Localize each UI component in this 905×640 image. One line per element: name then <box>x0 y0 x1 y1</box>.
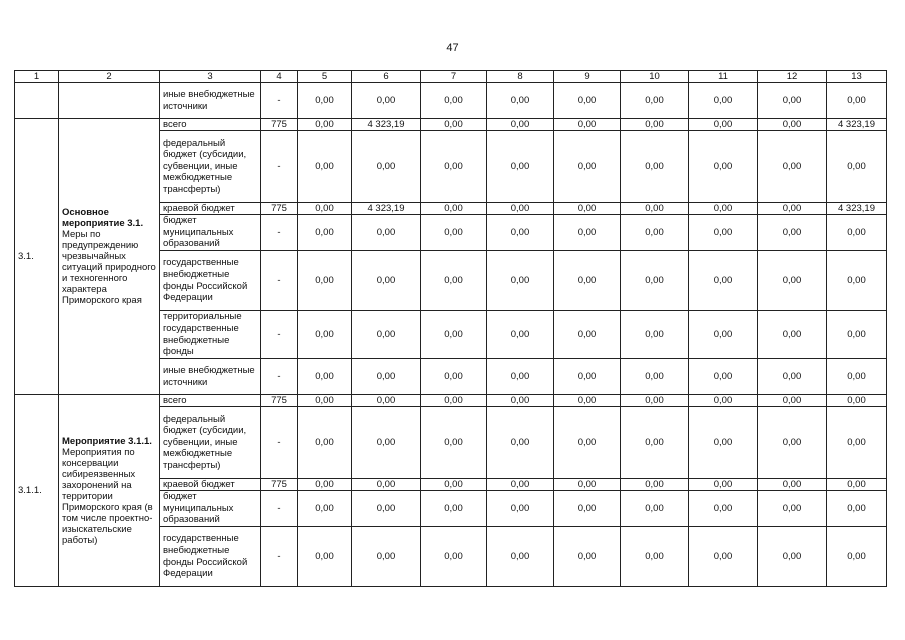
value-cell: 0,00 <box>621 359 689 395</box>
header-cell: 3 <box>160 71 261 83</box>
value-cell: 0,00 <box>689 119 758 131</box>
value-cell: 0,00 <box>621 119 689 131</box>
value-cell: 0,00 <box>621 203 689 215</box>
value-cell: 0,00 <box>827 215 887 251</box>
value-cell: 4 323,19 <box>352 119 421 131</box>
value-cell: 0,00 <box>421 119 487 131</box>
value-cell: 0,00 <box>758 83 827 119</box>
value-cell: 0,00 <box>298 491 352 527</box>
value-cell: 0,00 <box>689 83 758 119</box>
value-cell: 0,00 <box>758 527 827 587</box>
value-cell: 0,00 <box>487 395 554 407</box>
value-cell: 0,00 <box>758 203 827 215</box>
table-row <box>15 83 887 119</box>
value-cell: 0,00 <box>298 83 352 119</box>
value-cell: 0,00 <box>487 131 554 203</box>
value-cell: 0,00 <box>421 491 487 527</box>
value-cell: 0,00 <box>689 479 758 491</box>
item-title-bold: Мероприятие 3.1.1. <box>62 435 152 447</box>
item-number: 3.1.1. <box>15 395 59 587</box>
value-cell: 0,00 <box>827 479 887 491</box>
code-cell: - <box>261 131 298 203</box>
value-cell: 0,00 <box>827 395 887 407</box>
header-cell: 4 <box>261 71 298 83</box>
value-cell: 0,00 <box>298 527 352 587</box>
value-cell: 0,00 <box>554 527 621 587</box>
value-cell: 0,00 <box>827 359 887 395</box>
value-cell: 0,00 <box>621 527 689 587</box>
value-cell: 0,00 <box>554 83 621 119</box>
value-cell: 0,00 <box>421 407 487 479</box>
item-title <box>59 395 160 587</box>
source-cell: государственные внебюджетные фонды Российской Федерации <box>160 527 261 587</box>
value-cell: 0,00 <box>621 395 689 407</box>
value-cell: 0,00 <box>621 131 689 203</box>
table-row <box>15 119 887 131</box>
value-cell: 0,00 <box>689 491 758 527</box>
value-cell: 0,00 <box>487 215 554 251</box>
value-cell: 0,00 <box>487 311 554 359</box>
source-cell: всего <box>160 395 261 407</box>
value-cell: 0,00 <box>298 119 352 131</box>
value-cell: 0,00 <box>689 215 758 251</box>
code-cell: 775 <box>261 479 298 491</box>
value-cell: 0,00 <box>827 491 887 527</box>
value-cell: 0,00 <box>621 251 689 311</box>
value-cell: 0,00 <box>554 251 621 311</box>
code-cell: - <box>261 359 298 395</box>
value-cell: 0,00 <box>487 203 554 215</box>
value-cell: 0,00 <box>421 131 487 203</box>
value-cell: 0,00 <box>421 527 487 587</box>
source-cell: бюджет муниципальных образований <box>160 215 261 251</box>
header-cell: 8 <box>487 71 554 83</box>
empty-cell <box>15 83 59 119</box>
value-cell: 0,00 <box>298 359 352 395</box>
source-cell: бюджет муниципальных образований <box>160 491 261 527</box>
source-cell: краевой бюджет <box>160 479 261 491</box>
value-cell: 0,00 <box>758 407 827 479</box>
source-cell: иные внебюджетные источники <box>160 83 261 119</box>
value-cell: 0,00 <box>352 251 421 311</box>
value-cell: 0,00 <box>487 251 554 311</box>
value-cell: 0,00 <box>827 407 887 479</box>
value-cell: 0,00 <box>621 491 689 527</box>
value-cell: 0,00 <box>421 83 487 119</box>
value-cell: 0,00 <box>758 395 827 407</box>
value-cell: 0,00 <box>487 479 554 491</box>
code-cell: - <box>261 251 298 311</box>
value-cell: 0,00 <box>298 215 352 251</box>
value-cell: 0,00 <box>487 491 554 527</box>
header-cell: 5 <box>298 71 352 83</box>
code-cell: - <box>261 215 298 251</box>
empty-cell <box>59 83 160 119</box>
value-cell: 0,00 <box>758 479 827 491</box>
value-cell: 0,00 <box>758 131 827 203</box>
value-cell: 0,00 <box>689 251 758 311</box>
code-cell: 775 <box>261 119 298 131</box>
value-cell: 0,00 <box>689 407 758 479</box>
header-cell: 7 <box>421 71 487 83</box>
value-cell: 0,00 <box>758 215 827 251</box>
source-cell: краевой бюджет <box>160 203 261 215</box>
value-cell: 0,00 <box>827 251 887 311</box>
value-cell: 0,00 <box>421 311 487 359</box>
source-cell: федеральный бюджет (субсидии, субвенции, иные межбюджетные трансферты) <box>160 407 261 479</box>
code-cell: - <box>261 407 298 479</box>
value-cell: 0,00 <box>621 83 689 119</box>
code-cell: - <box>261 527 298 587</box>
value-cell: 0,00 <box>554 479 621 491</box>
value-cell: 0,00 <box>298 203 352 215</box>
value-cell: 4 323,19 <box>827 119 887 131</box>
value-cell: 0,00 <box>298 395 352 407</box>
value-cell: 0,00 <box>487 119 554 131</box>
header-cell: 1 <box>15 71 59 83</box>
value-cell: 0,00 <box>554 311 621 359</box>
header-row <box>15 71 887 83</box>
code-cell: - <box>261 491 298 527</box>
value-cell: 0,00 <box>421 203 487 215</box>
value-cell: 0,00 <box>554 407 621 479</box>
value-cell: 0,00 <box>554 215 621 251</box>
value-cell: 0,00 <box>352 395 421 407</box>
source-cell: территориальные государственные внебюджетные фонды <box>160 311 261 359</box>
value-cell: 0,00 <box>352 131 421 203</box>
value-cell: 0,00 <box>689 311 758 359</box>
value-cell: 0,00 <box>352 83 421 119</box>
value-cell: 0,00 <box>421 395 487 407</box>
value-cell: 0,00 <box>758 491 827 527</box>
code-cell: - <box>261 83 298 119</box>
header-cell: 10 <box>621 71 689 83</box>
source-cell: государственные внебюджетные фонды Российской Федерации <box>160 251 261 311</box>
header-cell: 6 <box>352 71 421 83</box>
value-cell: 0,00 <box>352 527 421 587</box>
value-cell: 0,00 <box>827 311 887 359</box>
code-cell: 775 <box>261 203 298 215</box>
item-title-text: Мероприятия по консервации сибиреязвенных захоронений на территории Приморского края (в том числе проектно-изыскательские работы) <box>62 446 153 546</box>
source-cell: иные внебюджетные источники <box>160 359 261 395</box>
value-cell: 0,00 <box>621 311 689 359</box>
value-cell: 0,00 <box>298 311 352 359</box>
value-cell: 0,00 <box>352 311 421 359</box>
budget-table <box>14 70 887 587</box>
source-cell: всего <box>160 119 261 131</box>
value-cell: 0,00 <box>487 407 554 479</box>
value-cell: 0,00 <box>758 119 827 131</box>
value-cell: 0,00 <box>554 203 621 215</box>
item-title-text: Меры по предупреждению чрезвычайных ситуаций природного и техногенного характера Приморского края <box>62 229 156 306</box>
value-cell: 0,00 <box>689 203 758 215</box>
value-cell: 0,00 <box>352 215 421 251</box>
header-cell: 9 <box>554 71 621 83</box>
value-cell: 0,00 <box>758 251 827 311</box>
table-row <box>15 395 887 407</box>
value-cell: 0,00 <box>554 119 621 131</box>
item-title-bold: Основное мероприятие 3.1. <box>62 207 144 229</box>
value-cell: 0,00 <box>487 359 554 395</box>
value-cell: 0,00 <box>621 215 689 251</box>
value-cell: 0,00 <box>421 359 487 395</box>
source-cell: федеральный бюджет (субсидии, субвенции, иные межбюджетные трансферты) <box>160 131 261 203</box>
code-cell: 775 <box>261 395 298 407</box>
value-cell: 0,00 <box>352 479 421 491</box>
header-cell: 13 <box>827 71 887 83</box>
value-cell: 0,00 <box>352 407 421 479</box>
value-cell: 0,00 <box>554 395 621 407</box>
page-number: 47 <box>446 42 459 54</box>
value-cell: 0,00 <box>298 131 352 203</box>
value-cell: 0,00 <box>554 491 621 527</box>
value-cell: 0,00 <box>352 359 421 395</box>
value-cell: 0,00 <box>689 359 758 395</box>
value-cell: 0,00 <box>298 251 352 311</box>
value-cell: 0,00 <box>621 479 689 491</box>
value-cell: 0,00 <box>758 359 827 395</box>
value-cell: 0,00 <box>298 479 352 491</box>
value-cell: 0,00 <box>352 491 421 527</box>
value-cell: 0,00 <box>827 83 887 119</box>
code-cell: - <box>261 311 298 359</box>
value-cell: 0,00 <box>689 131 758 203</box>
item-title <box>59 119 160 395</box>
item-number: 3.1. <box>15 119 59 395</box>
value-cell: 0,00 <box>689 527 758 587</box>
value-cell: 0,00 <box>554 359 621 395</box>
value-cell: 0,00 <box>758 311 827 359</box>
value-cell: 0,00 <box>421 479 487 491</box>
value-cell: 0,00 <box>621 407 689 479</box>
value-cell: 0,00 <box>487 527 554 587</box>
value-cell: 0,00 <box>689 395 758 407</box>
value-cell: 4 323,19 <box>352 203 421 215</box>
header-cell: 11 <box>689 71 758 83</box>
value-cell: 0,00 <box>827 131 887 203</box>
header-cell: 2 <box>59 71 160 83</box>
value-cell: 0,00 <box>298 407 352 479</box>
value-cell: 4 323,19 <box>827 203 887 215</box>
value-cell: 0,00 <box>421 215 487 251</box>
value-cell: 0,00 <box>487 83 554 119</box>
header-cell: 12 <box>758 71 827 83</box>
value-cell: 0,00 <box>554 131 621 203</box>
value-cell: 0,00 <box>421 251 487 311</box>
value-cell: 0,00 <box>827 527 887 587</box>
